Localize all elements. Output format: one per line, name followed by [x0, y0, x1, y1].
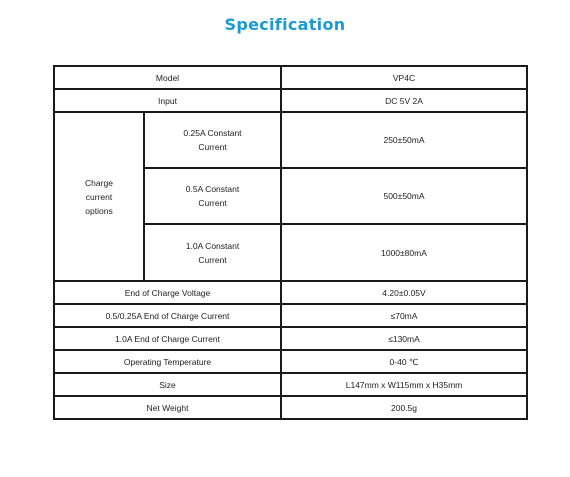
- end-voltage-label: End of Charge Voltage: [54, 281, 281, 304]
- temperature-label: Operating Temperature: [54, 350, 281, 373]
- model-value: VP4C: [281, 66, 527, 89]
- specification-table: [53, 65, 528, 420]
- table-row-model: [54, 66, 527, 89]
- charge-options-label-line: options: [85, 205, 113, 216]
- charge-options-label-line: Charge: [85, 177, 113, 188]
- table-row-size: [54, 373, 527, 396]
- table-row-end-current-high: [54, 327, 527, 350]
- size-value: L147mm x W115mm x H35mm: [281, 373, 527, 396]
- model-label: Model: [54, 66, 281, 89]
- page-title: Specification: [224, 15, 346, 34]
- table-row-end-voltage: [54, 281, 527, 304]
- charge-option-label-line: 1.0A Constant: [185, 240, 240, 251]
- charge-option-2-label: [144, 168, 281, 224]
- weight-label: Net Weight: [54, 396, 281, 419]
- charge-option-3-value: 1000±80mA: [281, 224, 527, 281]
- charge-option-label-line: 0.5A Constant: [185, 184, 240, 194]
- charge-options-label-line: current: [85, 191, 113, 202]
- table-row-end-current-low: [54, 304, 527, 327]
- size-label: Size: [54, 373, 281, 396]
- charge-option-1-label: [144, 112, 281, 168]
- charge-option-label-line: Current: [198, 142, 227, 152]
- table-row-weight: [54, 396, 527, 419]
- charge-option-1-value: 250±50mA: [281, 112, 527, 168]
- input-label: Input: [54, 89, 281, 112]
- table-row-charge-option-1: [54, 112, 527, 168]
- end-current-low-value: ≤70mA: [281, 304, 527, 327]
- charge-option-label-line: 0.25A Constant: [183, 128, 242, 138]
- end-current-low-label: 0.5/0.25A End of Charge Current: [54, 304, 281, 327]
- charge-option-label-line: Current: [198, 198, 227, 208]
- end-current-high-label: 1.0A End of Charge Current: [54, 327, 281, 350]
- charge-options-label: [54, 112, 144, 281]
- weight-value: 200.5g: [281, 396, 527, 419]
- charge-option-label-line: Current: [198, 254, 227, 265]
- temperature-value: 0-40 ℃: [281, 350, 527, 373]
- table-row-input: [54, 89, 527, 112]
- end-voltage-value: 4.20±0.05V: [281, 281, 527, 304]
- end-current-high-value: ≤130mA: [281, 327, 527, 350]
- table-row-temperature: [54, 350, 527, 373]
- input-value: DC 5V 2A: [281, 89, 527, 112]
- charge-option-3-label: [144, 224, 281, 281]
- charge-option-2-value: 500±50mA: [281, 168, 527, 224]
